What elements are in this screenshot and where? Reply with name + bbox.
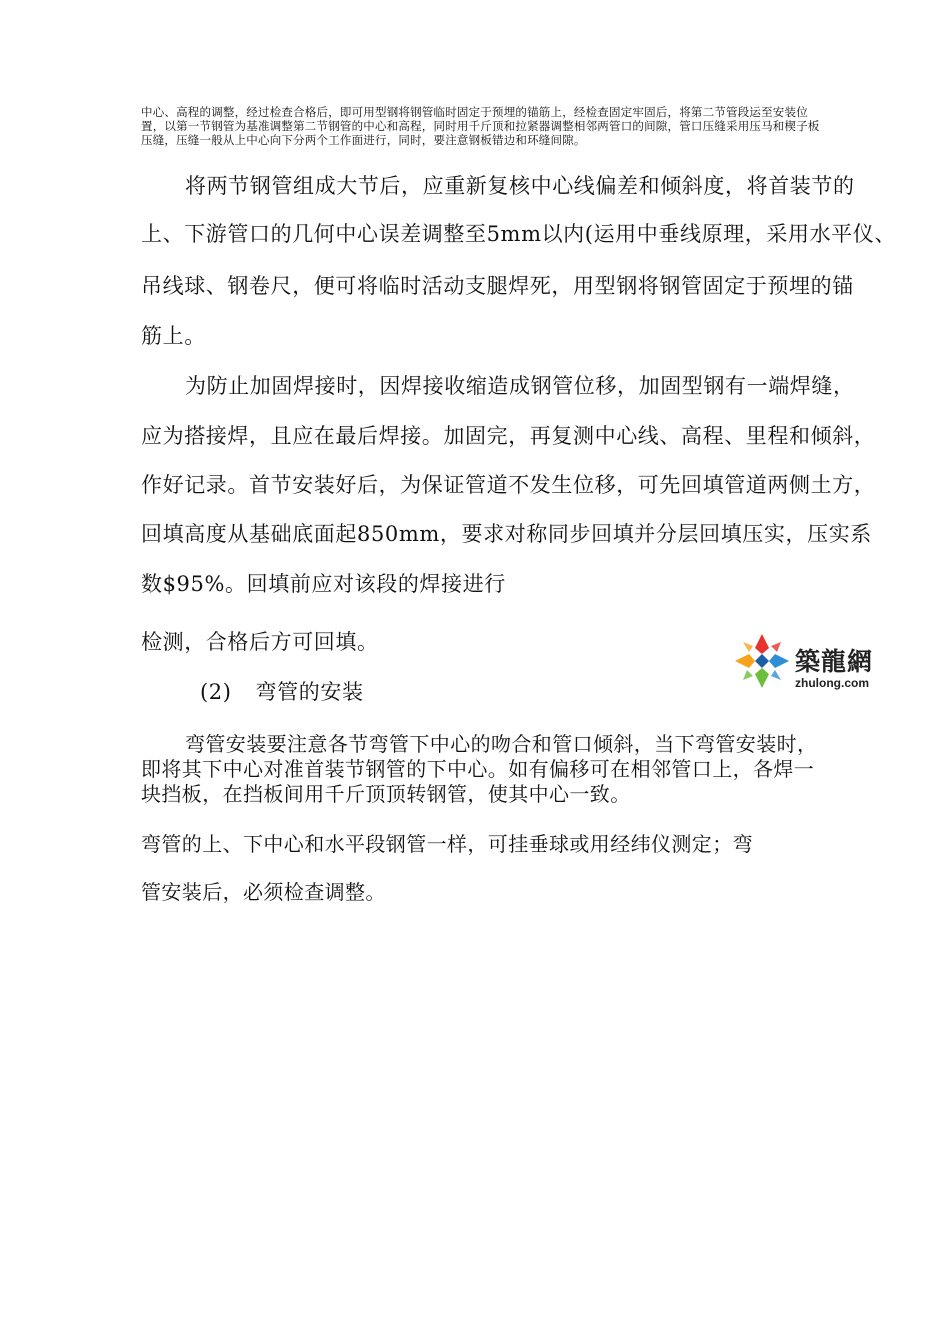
paragraph3-line-3: 块挡板，在挡板间用千斤顶顶转钢管，使其中心一致。 <box>141 782 631 806</box>
paragraph1-line-2: 上、下游管口的几何中心误差调整至5mm以内(运用中垂线原理，采用水平仪、 <box>141 222 896 246</box>
paragraph1-line-3: 吊线球、钢卷尺，便可将临时活动支腿焊死，用型钢将钢管固定于预埋的锚 <box>141 274 854 298</box>
zhulong-logo <box>733 632 878 694</box>
zhulong-pinwheel-icon <box>733 632 791 690</box>
paragraph2-tail: 检测，合格后方可回填。 <box>141 630 379 654</box>
logo-name-en: zhulong.com <box>795 676 869 690</box>
section-heading-number: (2) <box>200 680 232 704</box>
paragraph4-line-1: 弯管的上、下中心和水平段钢管一样，可挂垂球或用经纬仪测定；弯 <box>141 832 753 856</box>
paragraph1-line-1: 将两节钢管组成大节后，应重新复核中心线偏差和倾斜度，将首装节的 <box>185 174 855 198</box>
paragraph4-line-2: 管安装后，必须检查调整。 <box>141 880 386 904</box>
paragraph3-line-1: 弯管安装要注意各节弯管下中心的吻合和管口倾斜，当下弯管安装时， <box>185 732 818 756</box>
section-heading-title: 弯管的安装 <box>255 680 364 704</box>
paragraph2-line-3: 作好记录。首节安装好后，为保证管道不发生位移，可先回填管道两侧土方， <box>141 473 876 497</box>
paragraph3-line-2: 即将其下中心对准首装节钢管的下中心。如有偏移可在相邻管口上，各焊一 <box>141 757 815 781</box>
paragraph2-line-2: 应为搭接焊，且应在最后焊接。加固完，再复测中心线、高程、里程和倾斜， <box>141 424 876 448</box>
header-paragraph-line-1: 中心、高程的调整，经过检查合格后，即可用型钢将钢管临时固定于预埋的锚筋上，经检查固定牢固后，将第二节管段运至安装位 <box>141 105 808 119</box>
paragraph2-line-1: 为防止加固焊接时，因焊接收缩造成钢管位移，加固型钢有一端焊缝， <box>185 374 855 398</box>
paragraph2-line-4: 回填高度从基础底面起850mm，要求对称同步回填并分层回填压实，压实系 <box>141 522 872 546</box>
header-paragraph-line-3: 压缝，压缝一般从上中心向下分两个工作面进行，同时，要注意钢板错边和环缝间隙。 <box>141 133 586 147</box>
logo-name-cn: 築龍網 <box>795 647 874 676</box>
paragraph1-line-4: 筋上。 <box>141 324 206 348</box>
paragraph2-line-5: 数$95%。回填前应对该段的焊接进行 <box>141 572 506 596</box>
section-heading <box>200 676 364 706</box>
header-paragraph-line-2: 置，以第一节钢管为基准调整第二节钢管的中心和高程，同时用千斤顶和拉紧器调整相邻两管口的间隙，管口压缝采用压马和楔子板 <box>141 119 820 133</box>
